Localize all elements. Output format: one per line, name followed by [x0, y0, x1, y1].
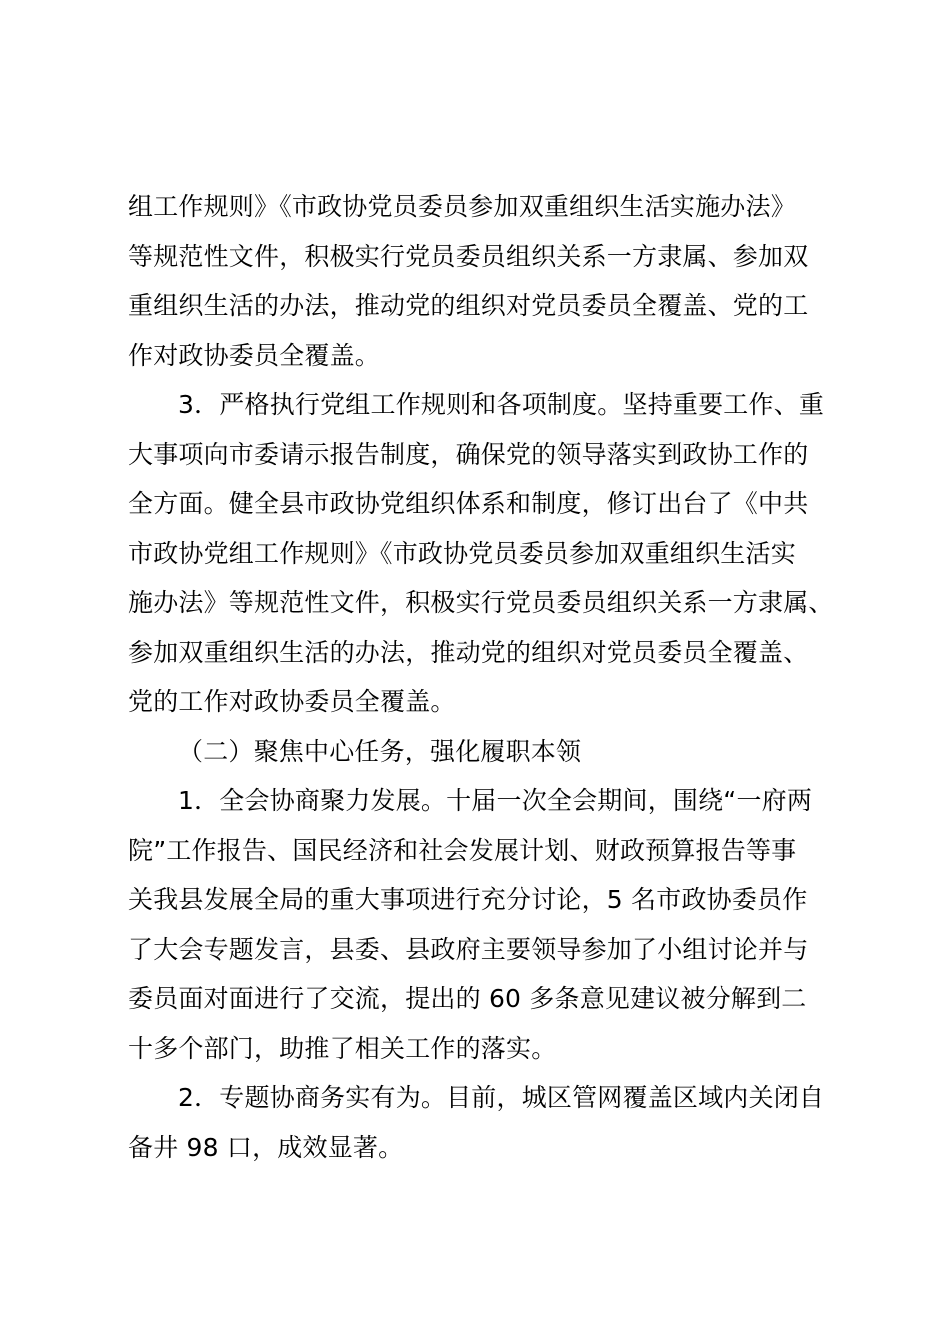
- paragraph-heading-line: 2．专题协商务实有为。目前，城区管网覆盖区域内关闭自: [178, 1083, 825, 1112]
- text-line: 重组织生活的办法，推动党的组织对党员委员全覆盖、党的工: [128, 291, 809, 320]
- text-line: 备井 98 口，成效显著。: [128, 1132, 404, 1162]
- paragraph-heading-line: 1．全会协商聚力发展。十届一次全会期间，围绕“一府两: [178, 786, 813, 815]
- text-line: 党的工作对政协委员全覆盖。: [128, 687, 456, 716]
- text-line: 作对政协委员全覆盖。: [128, 340, 381, 370]
- text-line: 等规范性文件，积极实行党员委员组织关系一方隶属、参加双: [128, 241, 809, 271]
- text-line: 施办法》等规范性文件，积极实行党员委员组织关系一方隶属、: [128, 588, 834, 617]
- text-line: 十多个部门，助推了相关工作的落实。: [128, 1033, 557, 1063]
- text-line: 组工作规则》《市政协党员委员参加双重组织生活实施办法》: [128, 192, 796, 221]
- text-line: 参加双重组织生活的办法，推动党的组织对党员委员全覆盖、: [128, 637, 809, 667]
- paragraph-heading-line: 3．严格执行党组工作规则和各项制度。坚持重要工作、重: [178, 390, 825, 419]
- text-line: 全方面。健全县市政协党组织体系和制度，修订出台了《中共: [128, 489, 809, 518]
- text-line: 关我县发展全局的重大事项进行充分讨论，5 名市政协委员作: [128, 885, 808, 914]
- text-line: 大事项向市委请示报告制度，确保党的领导落实到政协工作的: [128, 439, 809, 469]
- text-line: 院”工作报告、国民经济和社会发展计划、财政预算报告等事: [128, 835, 797, 865]
- text-line: 了大会专题发言，县委、县政府主要领导参加了小组讨论并与: [128, 934, 809, 964]
- text-line: 委员面对面进行了交流，提出的 60 多条意见建议被分解到二: [128, 984, 807, 1013]
- text-line: 市政协党组工作规则》《市政协党员委员参加双重组织生活实: [128, 538, 796, 568]
- body-text: [128, 182, 888, 1172]
- section-heading: （二）聚焦中心任务，强化履职本领: [178, 736, 582, 766]
